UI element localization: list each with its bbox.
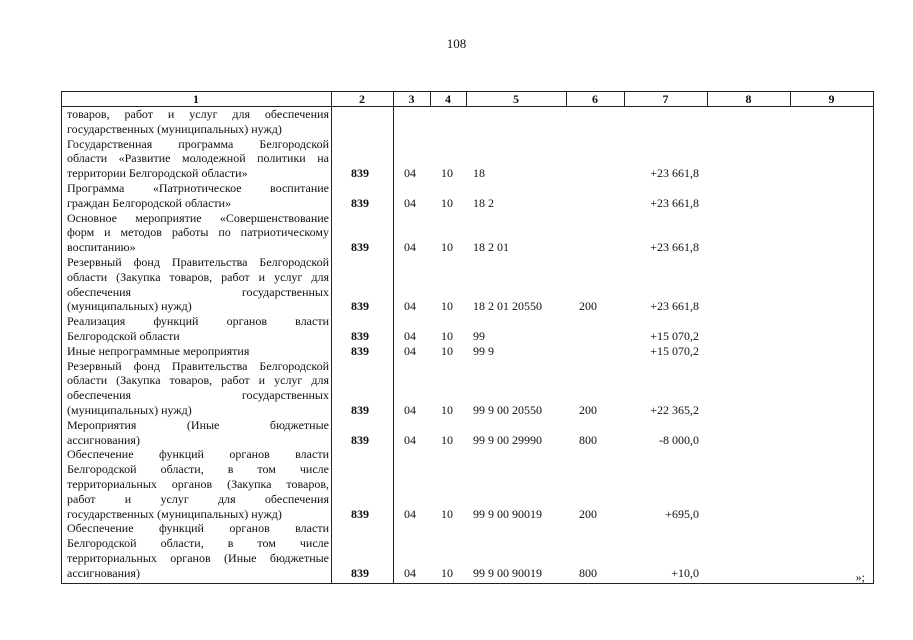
description-line: ассигнования) <box>67 432 140 447</box>
expense-type-code: 200 <box>579 299 597 314</box>
description-line: Государственная программа Белгородской <box>67 136 329 151</box>
row-description <box>67 447 329 521</box>
amount-value: +695,0 <box>665 506 699 521</box>
amount-value: +23 661,8 <box>650 195 699 210</box>
description-line: воспитанию» <box>67 240 136 255</box>
subsection-code: 10 <box>441 195 453 210</box>
description-line: области (Закупка товаров, работ и услуг для <box>67 269 329 284</box>
subsection-code: 10 <box>441 565 453 580</box>
description-line: Белгородской области <box>67 328 180 343</box>
ministry-code: 839 <box>351 403 369 417</box>
col-border-9 <box>873 91 874 584</box>
row-description <box>67 255 329 314</box>
budget-table <box>61 91 874 584</box>
subsection-code: 10 <box>441 403 453 417</box>
description-line: ассигнования) <box>67 565 140 580</box>
description-line: территориальных органов (Закупка товаров, <box>67 476 329 491</box>
description-line: Мероприятия (Иные бюджетные <box>67 417 329 432</box>
expense-type-code: 800 <box>579 432 597 447</box>
description-line: Белгородской области, в том числе <box>67 536 329 551</box>
amount-value: -8 000,0 <box>659 432 699 447</box>
ministry-code: 839 <box>351 166 369 181</box>
target-code: 18 2 01 <box>473 240 509 255</box>
description-line: области (Закупка товаров, работ и услуг для <box>67 373 329 388</box>
closing-mark: »; <box>855 570 865 584</box>
amount-value: +15 070,2 <box>650 343 699 358</box>
section-code: 04 <box>404 166 416 181</box>
amount-value: +23 661,8 <box>650 240 699 255</box>
target-code: 18 2 <box>473 195 494 210</box>
description-line: (муниципальных) нужд) <box>67 402 192 417</box>
description-line: работ и услуг для обеспечения <box>67 491 329 506</box>
col-header-9: 9 <box>828 92 835 106</box>
row-description <box>67 359 329 418</box>
amount-value: +23 661,8 <box>650 166 699 181</box>
target-code: 99 9 00 90019 <box>473 565 542 580</box>
description-line: Резервный фонд Правительства Белгородской <box>67 255 329 269</box>
amount-value: +23 661,8 <box>650 299 699 314</box>
section-code: 04 <box>404 403 416 417</box>
expense-type-code: 200 <box>579 403 597 417</box>
col-header-5: 5 <box>513 92 519 106</box>
col-header-7: 7 <box>662 92 669 106</box>
description-line: товаров, работ и услуг для обеспечения <box>67 107 329 121</box>
description-line: (муниципальных) нужд) <box>67 299 192 314</box>
subsection-code: 10 <box>441 166 453 181</box>
col-border-0 <box>61 91 62 584</box>
description-line: государственных (муниципальных) нужд) <box>67 506 282 521</box>
amount-value: +22 365,2 <box>650 403 699 417</box>
table-bottom-border <box>61 583 874 584</box>
description-line: граждан Белгородской области» <box>67 195 232 210</box>
col-header-1: 1 <box>193 92 199 106</box>
description-line: территории Белгородской области» <box>67 166 248 181</box>
section-code: 04 <box>404 343 416 358</box>
section-code: 04 <box>404 565 416 580</box>
description-line: Реализация функций органов власти <box>67 314 329 329</box>
section-code: 04 <box>404 195 416 210</box>
expense-type-code: 800 <box>579 565 597 580</box>
subsection-code: 10 <box>441 506 453 521</box>
col-header-2: 2 <box>359 92 365 106</box>
description-line: Обеспечение функций органов власти <box>67 447 329 462</box>
col-border-1 <box>331 91 332 584</box>
ministry-code: 839 <box>351 565 369 580</box>
section-code: 04 <box>404 240 416 255</box>
ministry-code: 839 <box>351 432 369 447</box>
row-description <box>67 137 329 181</box>
col-header-6: 6 <box>592 92 598 106</box>
col-border-2 <box>393 91 394 584</box>
ministry-code: 839 <box>351 506 369 521</box>
subsection-code: 10 <box>441 432 453 447</box>
ministry-code: 839 <box>351 299 369 314</box>
ministry-code: 839 <box>351 195 369 210</box>
amount-value: +15 070,2 <box>650 329 699 343</box>
description-line: государственных (муниципальных) нужд) <box>67 121 282 136</box>
expense-type-code: 200 <box>579 506 597 521</box>
description-line: Обеспечение функций органов власти <box>67 521 329 536</box>
target-code: 99 9 <box>473 343 494 358</box>
row-description <box>67 521 329 580</box>
target-code: 99 9 00 90019 <box>473 506 542 521</box>
target-code: 99 9 00 29990 <box>473 432 542 447</box>
description-line: Иные непрограммные мероприятия <box>67 343 250 358</box>
col-header-8: 8 <box>745 92 752 106</box>
row-description <box>67 107 329 137</box>
row-description <box>67 314 329 344</box>
target-code: 18 <box>473 166 485 181</box>
row-description <box>67 418 329 448</box>
ministry-code: 839 <box>351 329 369 343</box>
section-code: 04 <box>404 506 416 521</box>
col-header-3: 3 <box>408 92 415 106</box>
target-code: 18 2 01 20550 <box>473 299 542 314</box>
amount-value: +10,0 <box>671 565 699 580</box>
section-code: 04 <box>404 299 416 314</box>
subsection-code: 10 <box>441 240 453 255</box>
row-description <box>67 211 329 255</box>
description-line: обеспечения государственных <box>67 388 329 403</box>
row-description <box>67 181 329 211</box>
target-code: 99 <box>473 329 485 343</box>
section-code: 04 <box>404 329 416 343</box>
description-line: Белгородской области, в том числе <box>67 462 329 477</box>
section-code: 04 <box>404 432 416 447</box>
subsection-code: 10 <box>441 329 453 343</box>
ministry-code: 839 <box>351 240 369 255</box>
description-line: Основное мероприятие «Совершенствование <box>67 210 329 225</box>
row-description <box>67 344 329 359</box>
subsection-code: 10 <box>441 299 453 314</box>
description-line: обеспечения государственных <box>67 284 329 299</box>
description-line: Программа «Патриотическое воспитание <box>67 181 329 195</box>
col-header-4: 4 <box>445 92 451 106</box>
target-code: 99 9 00 20550 <box>473 403 542 417</box>
ministry-code: 839 <box>351 343 369 358</box>
subsection-code: 10 <box>441 343 453 358</box>
description-line: Резервный фонд Правительства Белгородской <box>67 358 329 373</box>
description-line: области «Развитие молодежной политики на <box>67 151 329 166</box>
page-number: 108 <box>446 36 467 51</box>
description-line: территориальных органов (Иные бюджетные <box>67 550 329 565</box>
description-line: форм и методов работы по патриотическому <box>67 225 329 240</box>
